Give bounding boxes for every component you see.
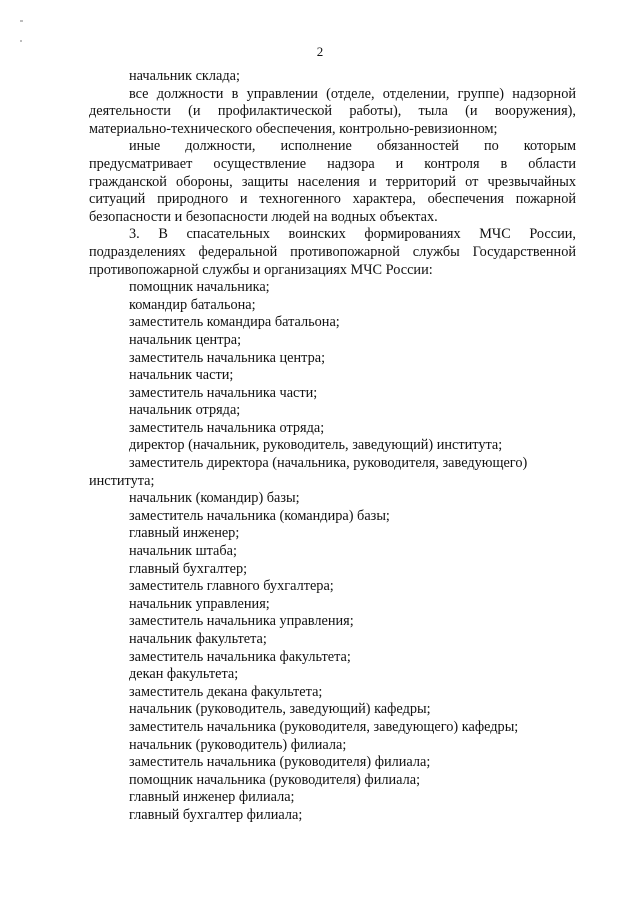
paragraph-line: иные должности, исполнение обязанностей по которым bbox=[129, 138, 576, 155]
list-item: заместитель начальника управления; bbox=[129, 613, 354, 630]
list-item: начальник управления; bbox=[129, 595, 270, 612]
list-item: помощник начальника; bbox=[129, 279, 270, 296]
list-item: главный инженер филиала; bbox=[129, 789, 295, 806]
paragraph-line: гражданской обороны, защиты населения и территорий от чрезвычайных bbox=[89, 173, 576, 190]
section-heading-line: 3. В спасательных воинских формированиях МЧС России, bbox=[129, 226, 576, 243]
list-item: заместитель начальника (руководителя) филиала; bbox=[129, 754, 431, 771]
paragraph-line: все должности в управлении (отделе, отделении, группе) надзорной bbox=[129, 85, 576, 102]
list-item: заместитель командира батальона; bbox=[129, 314, 340, 331]
list-item: главный инженер; bbox=[129, 525, 240, 542]
paragraph-line: противопожарной службы и организациях МЧС России: bbox=[89, 261, 433, 278]
list-item: института; bbox=[89, 472, 155, 489]
list-item: заместитель начальника (руководителя, заведующего) кафедры; bbox=[129, 718, 519, 735]
list-item: начальник отряда; bbox=[129, 402, 241, 419]
document-body bbox=[89, 68, 576, 825]
list-item: начальник штаба; bbox=[129, 543, 237, 560]
list-item: главный бухгалтер филиала; bbox=[129, 806, 303, 823]
list-item: начальник факультета; bbox=[129, 631, 267, 647]
list-item: начальник (руководитель) филиала; bbox=[129, 736, 347, 753]
paragraph-line: подразделениях федеральной противопожарной службы Государственной bbox=[89, 243, 576, 260]
list-item: начальник части; bbox=[129, 367, 234, 384]
list-item: начальник (руководитель, заведующий) кафедры; bbox=[129, 701, 431, 718]
list-item: заместитель директора (начальника, руководителя, заведующего) bbox=[129, 455, 528, 472]
list-item: командир батальона; bbox=[129, 296, 256, 313]
list-item: заместитель начальника факультета; bbox=[129, 648, 351, 665]
list-item: заместитель начальника отряда; bbox=[129, 419, 325, 436]
paragraph-line: ситуаций природного и техногенного характера, обеспечения пожарной bbox=[89, 191, 576, 208]
list-item: помощник начальника (руководителя) филиала; bbox=[129, 771, 421, 788]
paragraph-line: безопасности и безопасности людей на водных объектах. bbox=[89, 208, 438, 225]
list-item: главный бухгалтер; bbox=[129, 560, 248, 577]
list-item: заместитель начальника центра; bbox=[129, 349, 326, 366]
page-number: 2 bbox=[316, 44, 324, 59]
scan-speck bbox=[20, 40, 22, 42]
scan-speck bbox=[20, 20, 23, 22]
position-list bbox=[89, 279, 576, 824]
paragraph-line: начальник склада; bbox=[129, 68, 240, 84]
list-item: начальник центра; bbox=[129, 331, 242, 348]
list-item: начальник (командир) базы; bbox=[129, 490, 300, 507]
paragraph-line: предусматривает осуществление надзора и контроля в области bbox=[89, 155, 576, 172]
list-item: декан факультета; bbox=[129, 666, 239, 683]
list-item: заместитель декана факультета; bbox=[129, 683, 323, 700]
paragraph-line: деятельности (и профилактической работы), тыла (и вооружения), bbox=[89, 103, 576, 120]
list-item: директор (начальник, руководитель, заведующий) института; bbox=[129, 437, 503, 454]
list-item: заместитель начальника части; bbox=[129, 384, 318, 401]
list-item: заместитель начальника (командира) базы; bbox=[129, 507, 390, 524]
list-item: заместитель главного бухгалтера; bbox=[129, 578, 334, 595]
paragraph-line: материально-технического обеспечения, контрольно-ревизионном; bbox=[89, 120, 498, 137]
